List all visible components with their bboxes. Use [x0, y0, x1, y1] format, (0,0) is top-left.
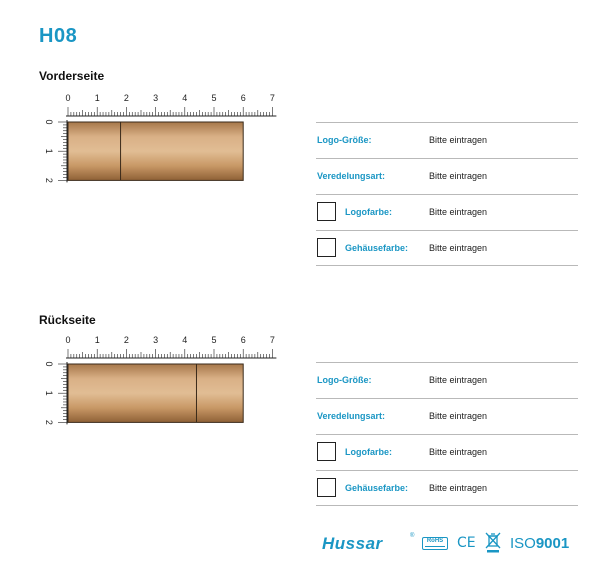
front-logo-color-label: Logofarbe:	[345, 207, 392, 217]
front-ruler-v-label: 1	[44, 148, 54, 154]
front-ruler-v-label: 0	[44, 119, 54, 125]
iso-number: 9001	[535, 535, 570, 552]
front-row-case-color	[316, 230, 578, 266]
back-ruler-v-label: 2	[44, 419, 54, 425]
back-ruler-h-label: 2	[123, 335, 129, 345]
front-logo-color-value[interactable]: Bitte eintragen	[429, 207, 488, 217]
back-row-logo-size	[316, 362, 578, 398]
back-case-color-checkbox[interactable]	[317, 478, 336, 497]
front-product-area	[68, 122, 243, 180]
hussar-logo: Hussar	[322, 534, 383, 553]
ce-mark-icon: CE	[457, 535, 476, 551]
back-row-logo-color	[316, 434, 578, 470]
back-ruler-diagram	[30, 330, 290, 440]
back-ruler-h-label: 6	[240, 335, 246, 345]
front-ruler-diagram	[30, 88, 290, 198]
front-form	[316, 122, 578, 266]
front-ruler-h-label: 1	[94, 93, 100, 103]
back-logo-size-label: Logo-Größe:	[317, 375, 372, 385]
front-logo-size-value[interactable]: Bitte eintragen	[429, 135, 488, 145]
front-row-logo-size	[316, 122, 578, 158]
back-ruler-svg	[30, 330, 290, 440]
front-case-color-label: Gehäusefarbe:	[345, 243, 409, 253]
iso-prefix: ISO	[510, 535, 536, 552]
back-ruler-h-label: 4	[182, 335, 188, 345]
back-section-label: Rückseite	[39, 313, 96, 327]
front-logo-size-label: Logo-Größe:	[317, 135, 372, 145]
front-finishing-label: Veredelungsart:	[317, 171, 386, 181]
front-section-label: Vorderseite	[39, 69, 105, 83]
back-ruler-h-label: 7	[269, 335, 275, 345]
back-ruler-v-label: 0	[44, 361, 54, 367]
back-row-case-color	[316, 470, 578, 506]
back-finishing-label: Veredelungsart:	[317, 411, 386, 421]
back-ruler-h-label: 1	[94, 335, 100, 345]
front-row-logo-color	[316, 194, 578, 230]
front-ruler-h-label: 5	[211, 93, 217, 103]
rohs-text: RoHS	[426, 538, 444, 544]
front-case-color-value[interactable]: Bitte eintragen	[429, 243, 488, 253]
back-ruler-h-label: 5	[211, 335, 217, 345]
front-ruler-h-label: 7	[269, 93, 275, 103]
back-product-area	[68, 364, 243, 422]
back-row-finishing	[316, 398, 578, 434]
iso-9001-logo	[510, 535, 569, 552]
front-ruler-h-label: 6	[240, 93, 246, 103]
back-logo-color-value[interactable]: Bitte eintragen	[429, 447, 488, 457]
front-logo-color-checkbox[interactable]	[317, 202, 336, 221]
page-title: H08	[39, 25, 78, 47]
front-ruler-svg	[30, 88, 290, 198]
registered-mark: ®	[410, 533, 415, 539]
back-logo-color-label: Logofarbe:	[345, 447, 392, 457]
back-form	[316, 362, 578, 506]
front-ruler-h-label: 0	[65, 93, 71, 103]
back-finishing-value[interactable]: Bitte eintragen	[429, 411, 488, 421]
back-ruler-h-label: 0	[65, 335, 71, 345]
back-logo-size-value[interactable]: Bitte eintragen	[429, 375, 488, 385]
back-ruler-v-label: 1	[44, 390, 54, 396]
back-case-color-value[interactable]: Bitte eintragen	[429, 483, 488, 493]
front-case-color-checkbox[interactable]	[317, 238, 336, 257]
front-ruler-h-label: 2	[123, 93, 129, 103]
front-row-finishing	[316, 158, 578, 194]
front-ruler-h-label: 3	[153, 93, 159, 103]
front-ruler-h-label: 4	[182, 93, 188, 103]
front-ruler-v-label: 2	[44, 177, 54, 183]
back-ruler-h-label: 3	[153, 335, 159, 345]
back-case-color-label: Gehäusefarbe:	[345, 483, 409, 493]
rohs-icon	[422, 537, 448, 550]
back-logo-color-checkbox[interactable]	[317, 442, 336, 461]
front-finishing-value[interactable]: Bitte eintragen	[429, 171, 488, 181]
weee-bin-icon	[485, 531, 501, 553]
certification-footer	[322, 533, 582, 557]
